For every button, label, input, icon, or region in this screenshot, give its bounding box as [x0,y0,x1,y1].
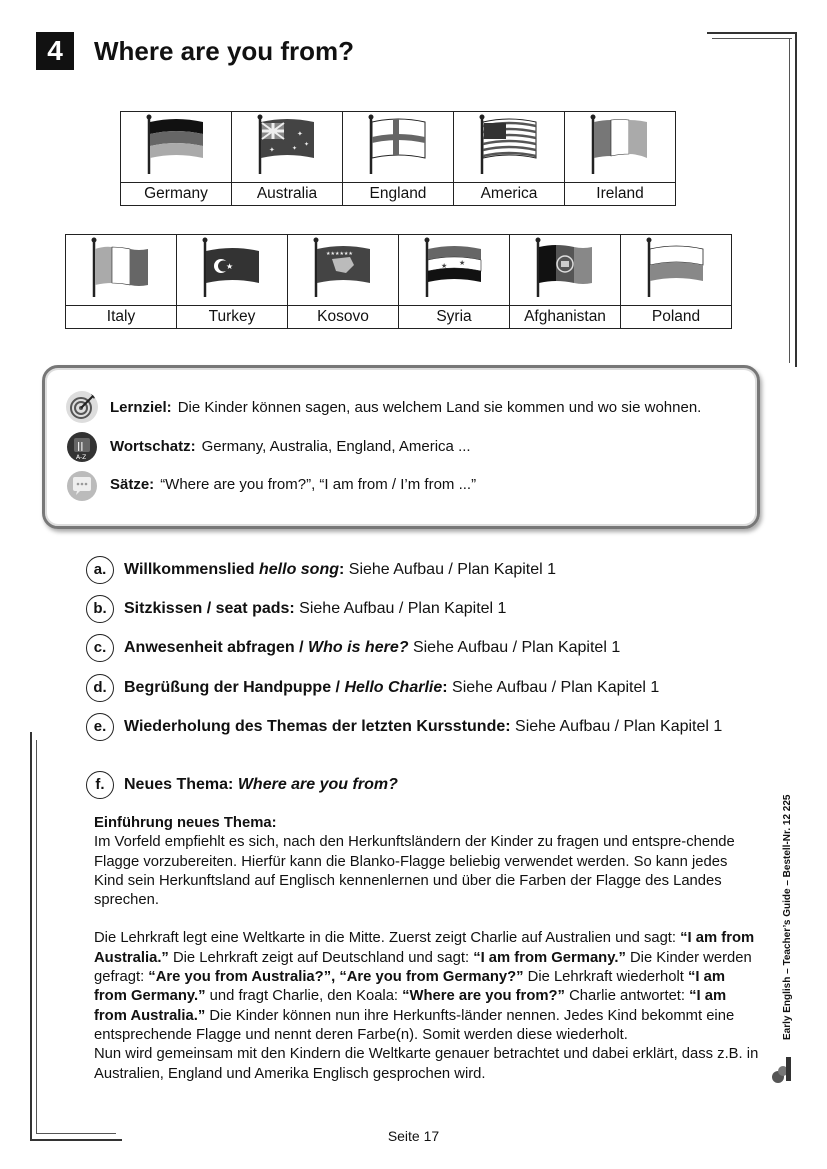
flag-label: Australia [232,183,343,206]
side-publication-note: Early English – Teacher’s Guide – Bestell-Nr. 12 225 [782,794,793,1040]
flag-label: Turkey [177,306,288,329]
flag-england [343,112,454,183]
target-icon [66,391,98,423]
saetze-label: Sätze: [110,476,155,493]
step-letter: b. [86,595,114,623]
flag-label: Poland [621,306,732,329]
saetze-text: “Where are you from?”, “I am from / I’m from ...” [160,476,477,493]
kosovo-flag-icon [308,237,378,299]
turkey-flag-icon [197,237,267,299]
flag-germany [121,112,232,183]
speech-bubble-icon [66,470,98,502]
step-letter: e. [86,713,114,741]
step-a: a. Willkommenslied hello song: Siehe Aufbau / Plan Kapitel 1 [86,556,556,584]
frame-line [712,38,792,39]
step-b: b. Sitzkissen / seat pads: Siehe Aufbau / Plan Kapitel 1 [86,595,506,623]
syria-flag-icon [419,237,489,299]
svg-text:||: || [77,442,84,452]
intro-paragraph-2: Die Lehrkraft legt eine Weltkarte in die Mitte. Zuerst zeigt Charlie auf Australien und sagt: “I am from Australia.” Die Lehrkraft zeigt auf Deutschland und sagt: “I am from Germany.” Die Kinder werden gefragt: “Are you from Australia?”, “Are you from Germany?” Die Lehrkraft wiederholt “I am from Germany.” und fragt Charlie, den Koala: “Where are you from?” Charlie antwortet: “I am from Australia.” Die Kinder können nun ihre Herkunfts-länder nennen. Jedes Kind bekommt eine entsprechende Flagge und nennt deren Farbe(n). Somit werden diese wiederholt. [94,930,755,1043]
poland-flag-icon [641,237,711,299]
lernziel-text: Die Kinder können sagen, aus welchem Land sie kommen und wo sie wohnen. [177,399,702,416]
flag-label: Afghanistan [510,306,621,329]
page-title: Where are you from? [94,36,355,66]
flag-label: America [454,183,565,206]
svg-text:✦: ✦ [269,146,275,154]
publisher-logo-icon [770,1055,792,1087]
step-letter: f. [86,771,114,799]
svg-text:★: ★ [226,261,234,271]
page-number: Seite 17 [387,1128,440,1144]
info-lernziel [110,399,701,416]
flag-poland [621,235,732,306]
italy-flag-icon [86,237,156,299]
germany-flag-icon [141,114,211,176]
flag-afghanistan [510,235,621,306]
svg-text:✦: ✦ [304,141,310,148]
flag-america [454,112,565,183]
step-c: c. Anwesenheit abfragen / Who is here? Siehe Aufbau / Plan Kapitel 1 [86,634,620,662]
australia-flag-icon [252,114,322,176]
step-f: f. Neues Thema: Where are you from? [86,771,398,799]
flag-table-row1 [120,111,676,206]
america-flag-icon [474,114,544,176]
wortschatz-text: Germany, Australia, England, America ... [201,438,471,455]
step-d: d. Begrüßung der Handpuppe / Hello Charlie: Siehe Aufbau / Plan Kapitel 1 [86,674,659,702]
svg-text:✦: ✦ [297,130,303,138]
vocabulary-icon [66,431,98,463]
flag-label: Syria [399,306,510,329]
svg-text:★: ★ [459,259,466,267]
wortschatz-label: Wortschatz: [110,438,196,455]
svg-text:✦: ✦ [292,145,298,152]
flag-label: Kosovo [288,306,399,329]
step-letter: c. [86,634,114,662]
step-letter: d. [86,674,114,702]
afghanistan-flag-icon [530,237,600,299]
intro-paragraph-3: Nun wird gemeinsam mit den Kindern die Weltkarte genauer betrachtet und dabei erklärt, dass z.B. in Australien, England und Amerika Englisch gesprochen wird. [94,1046,759,1082]
step-letter: a. [86,556,114,584]
ireland-flag-icon [585,114,655,176]
intro-heading: Einführung neues Thema: [94,815,277,831]
flag-turkey [177,235,288,306]
frame-line [795,32,797,367]
flag-australia [232,112,343,183]
chapter-number: 4 [36,32,74,70]
flag-italy [66,235,177,306]
flag-label: England [343,183,454,206]
step-e: e. Wiederholung des Themas der letzten Kursstunde: Siehe Aufbau / Plan Kapitel 1 [86,713,722,741]
flag-label: Germany [121,183,232,206]
frame-line [36,740,37,1134]
intro-section [94,814,759,1084]
england-flag-icon [363,114,433,176]
flag-syria [399,235,510,306]
svg-text:★★★★★★: ★★★★★★ [326,250,353,257]
frame-line [707,32,797,34]
lernziel-label: Lernziel: [110,399,172,416]
svg-text:★: ★ [441,262,448,270]
flag-ireland [565,112,676,183]
flag-kosovo [288,235,399,306]
intro-paragraph-1: Im Vorfeld empfiehlt es sich, nach den Herkunftsländern der Kinder zu fragen und entspre-chende Flagge vorzubereiten. Hierfür kann die Blanko-Flagge beliebig verwendet werden. So kann jedes Kind sein Herkunftsland auf Englisch kennenlernen und über die Farben der Flagge des Landes sprechen. [94,834,735,909]
svg-text:A-Z: A-Z [76,454,87,461]
flag-label: Italy [66,306,177,329]
frame-line [789,38,790,363]
flag-label: Ireland [565,183,676,206]
info-wortschatz [110,438,471,455]
flag-table-row2 [65,234,732,329]
info-saetze [110,476,476,493]
frame-line [30,732,32,1140]
